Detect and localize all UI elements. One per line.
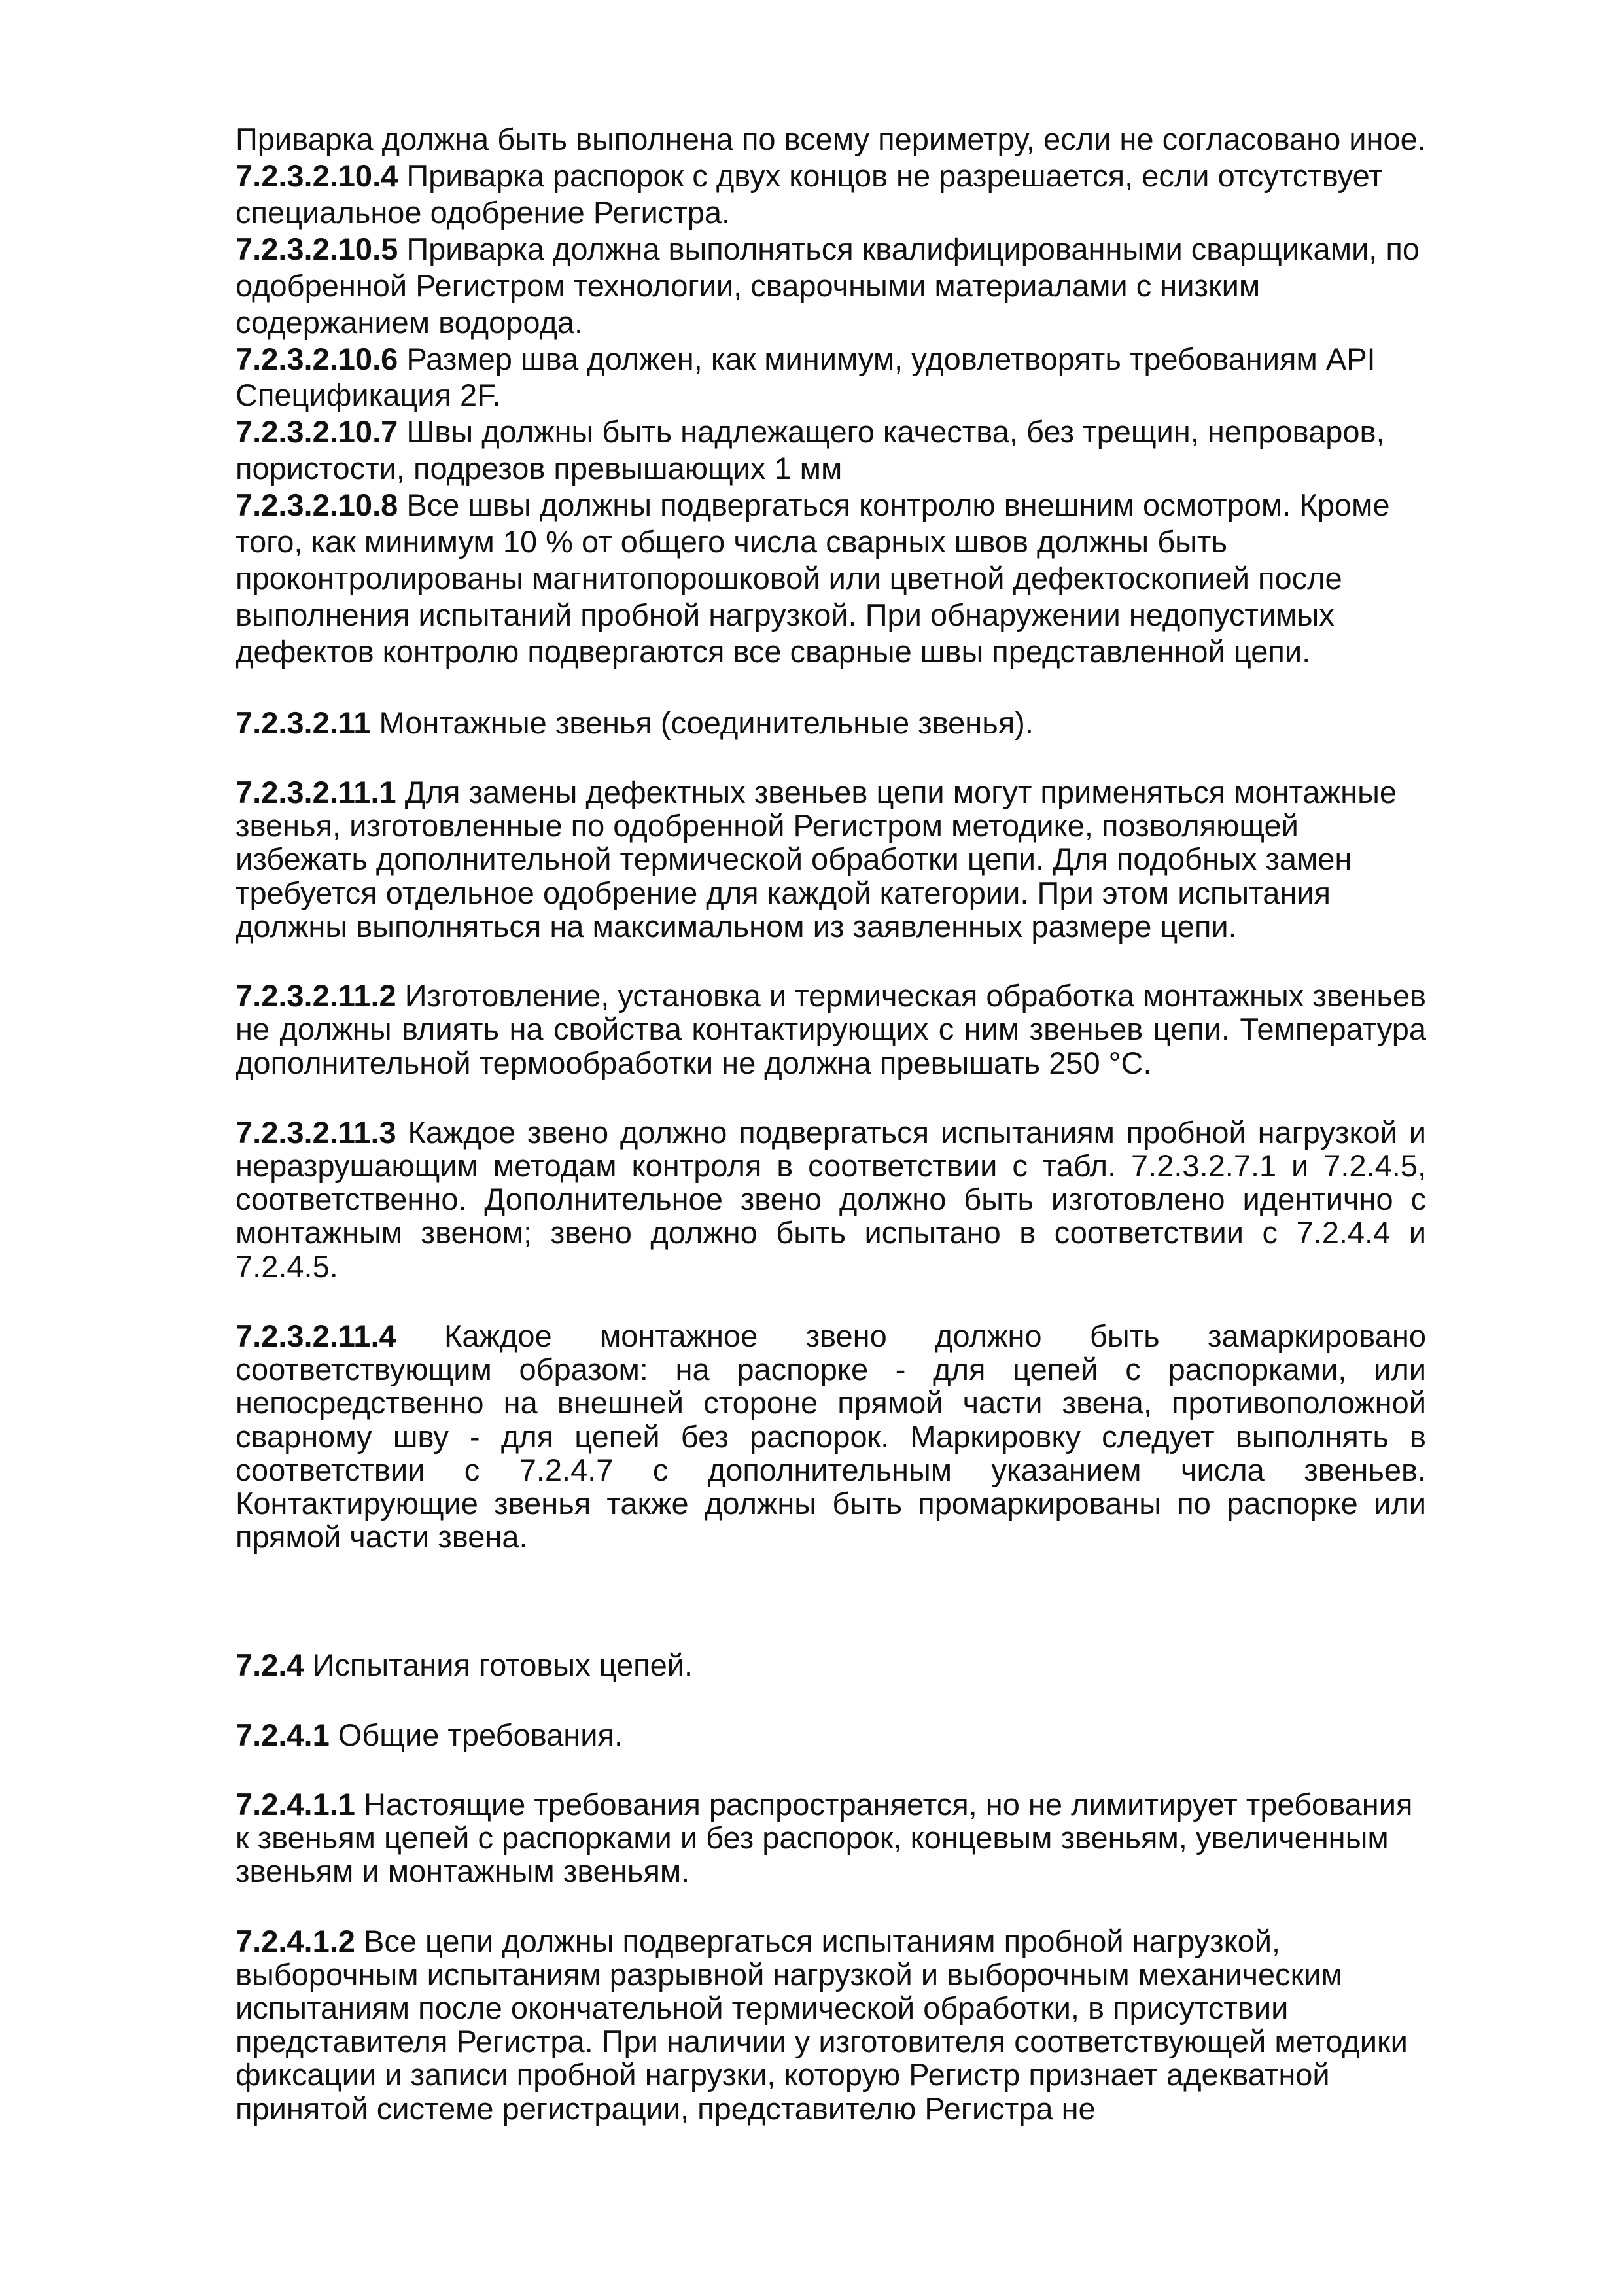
- paragraph-7-2-4: [236, 1648, 1426, 1682]
- section-number: 7.2.3.2.11.4: [236, 1318, 396, 1353]
- paragraph-text: Настоящие требования распространяется, но не лимитирует требования к звеньям цепей с распорками и без распорок, концевым звеньям, увеличенным звеньям и монтажным звеньям.: [236, 1786, 1413, 1889]
- paragraph-text: Приварка должна выполняться квалифицированными сварщиками, по одобренной Регистром технологии, сварочными материалами с низким содержанием водорода.: [236, 231, 1420, 340]
- paragraph-text: Общие требования.: [329, 1717, 623, 1752]
- paragraph-text: Все цепи должны подвергаться испытаниям пробной нагрузкой, выборочным испытаниям разрывной нагрузкой и выборочным механическим испытаниям после окончательной термической обработки, в присутствии представителя Регистра. При наличии у изготовителя соответствующей методики фиксации и записи пробной нагрузки, которую Регистр признает адекватной принятой системе регистрации, представителю Регистра не: [236, 1923, 1408, 2126]
- section-number: 7.2.4: [236, 1648, 304, 1683]
- paragraph-text: Швы должны быть надлежащего качества, без трещин, непроваров, пористости, подрезов превышающих 1 мм: [236, 414, 1385, 486]
- paragraph-7-2-3-2-11: [236, 706, 1426, 739]
- paragraph-7-2-3-2-10-6: [236, 341, 1426, 414]
- paragraph-text: Размер шва должен, как минимум, удовлетворять требованиям API Спецификация 2F.: [236, 341, 1376, 413]
- paragraph-7-2-3-2-10-8: [236, 487, 1426, 670]
- paragraph-7-2-4-1-2: [236, 1924, 1426, 2125]
- section-number: 7.2.4.1.1: [236, 1786, 355, 1822]
- paragraph-text: Изготовление, установка и термическая обработка монтажных звеньев не должны влиять на свойства контактирующих с ним звеньев цепи. Температура дополнительной термообработки не должна превышать 250 °С.: [236, 978, 1426, 1080]
- paragraph-7-2-4-1-1: [236, 1788, 1426, 1888]
- section-number: 7.2.4.1: [236, 1717, 330, 1752]
- section-number: 7.2.3.2.10.5: [236, 231, 398, 266]
- paragraph-7-2-3-2-11-3: [236, 1116, 1426, 1283]
- paragraph-weld-perimeter: [236, 121, 1426, 158]
- paragraph-text: Монтажные звенья (соединительные звенья).: [370, 705, 1034, 740]
- section-number: 7.2.4.1.2: [236, 1923, 355, 1958]
- section-number: 7.2.3.2.10.4: [236, 158, 398, 193]
- document-page: [236, 121, 1426, 2125]
- paragraph-7-2-3-2-11-1: [236, 775, 1426, 943]
- paragraph-7-2-3-2-11-2: [236, 979, 1426, 1080]
- paragraph-text: Приварка должна быть выполнена по всему периметру, если не согласовано иное.: [236, 122, 1426, 156]
- paragraph-text: Каждое звено должно подвергаться испытаниям пробной нагрузкой и неразрушающим методам контроля в соответствии с табл. 7.2.3.2.7.1 и 7.2.4.5, соответственно. Дополнительное звено должно быть изготовлено идентично с монтажным звеном; звено должно быть испытано в соответствии с 7.2.4.4 и 7.2.4.5.: [236, 1114, 1426, 1284]
- section-number: 7.2.3.2.11: [236, 705, 371, 740]
- paragraph-7-2-3-2-11-4: [236, 1319, 1426, 1554]
- section-number: 7.2.3.2.11.2: [236, 978, 396, 1014]
- paragraph-7-2-3-2-10-7: [236, 414, 1426, 487]
- section-number: 7.2.3.2.10.7: [236, 414, 398, 450]
- paragraph-7-2-3-2-10-4: [236, 158, 1426, 231]
- section-number: 7.2.3.2.10.8: [236, 487, 398, 523]
- paragraph-text: Все швы должны подвергаться контролю внешним осмотром. Кроме того, как минимум 10 % от общего числа сварных швов должны быть проконтролированы магнитопорошковой или цветной дефектоскопией после выполнения испытаний пробной нагрузкой. При обнаружении недопустимых дефектов контролю подвергаются все сварные швы представленной цепи.: [236, 487, 1390, 669]
- paragraph-7-2-4-1: [236, 1718, 1426, 1752]
- paragraph-text: Испытания готовых цепей.: [304, 1648, 693, 1683]
- section-number: 7.2.3.2.10.6: [236, 341, 398, 376]
- paragraph-7-2-3-2-10-5: [236, 231, 1426, 341]
- paragraph-text: Для замены дефектных звеньев цепи могут применяться монтажные звенья, изготовленные по одобренной Регистром методике, позволяющей избежать дополнительной термической обработки цепи. Для подобных замен требуется отдельное одобрение для каждой категории. При этом испытания должны выполняться на максимальном из заявленных размере цепи.: [236, 775, 1397, 944]
- paragraph-text: Приварка распорок с двух концов не разрешается, если отсутствует специальное одобрение Регистра.: [236, 158, 1383, 230]
- section-number: 7.2.3.2.11.3: [236, 1114, 396, 1150]
- section-number: 7.2.3.2.11.1: [236, 775, 396, 810]
- paragraph-text: Каждое монтажное звено должно быть замаркировано соответствующим образом: на распорке - для цепей с распорками, или непосредственно на внешней стороне прямой части звена, противоположной сварному шву - для цепей без распорок. Маркировку следует выполнять в соответствии с 7.2.4.7 с дополнительным указанием числа звеньев. Контактирующие звенья также должны быть промаркированы по распорке или прямой части звена.: [236, 1318, 1426, 1555]
